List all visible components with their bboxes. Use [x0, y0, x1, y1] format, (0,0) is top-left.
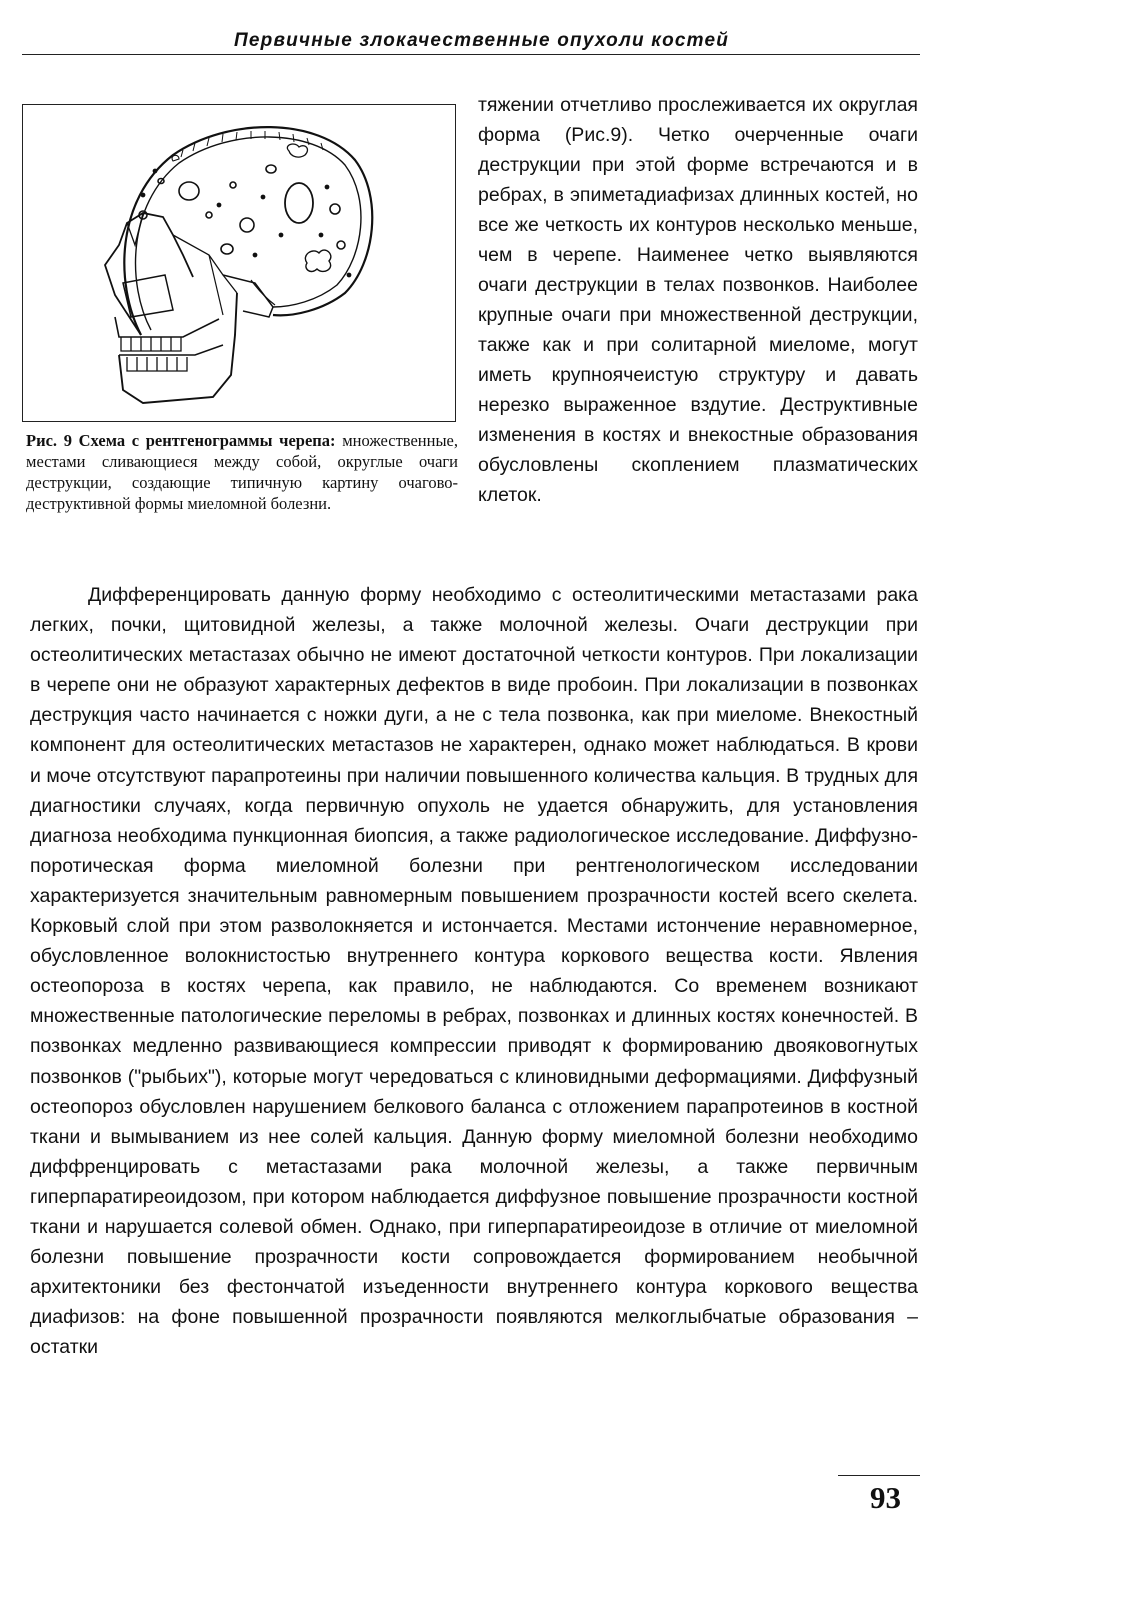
figure-caption-label: Рис. 9 Схема с рентгенограммы черепа:	[26, 431, 336, 450]
folio-rule	[838, 1475, 920, 1476]
right-column-paragraph: тяжении отчетливо прослеживается их округлая форма (Рис.9). Четко очерченные очаги деструкции при этой форме встречаются и в ребрах, в эпиметадиафизах длинных костей, но все же четкость их контуров несколько меньше, чем в черепе. Наименее четко выявляются очаги деструкции в телах позвонков. Наиболее крупные очаги при множественной деструкции, также как и при солитарной миеломе, могут иметь крупноячеистую структуру и давать нерезко выраженное вздутие. Деструктивные изменения в костях и внекостные образования обусловлены скоплением плазматических клеток.	[478, 94, 918, 506]
main-paragraph: Дифференцировать данную форму необходимо с остеолитическими метастазами рака легких, почки, щитовидной железы, а также молочной железы. Очаги деструкции при остеолитических метастазах обычно не имеют достаточной четкости контуров. При локализации в черепе они не образуют характерных дефектов в виде пробоин. При локализации в позвонках деструкция часто начинается с ножки дуги, а не с тела позвонка, как при миеломе. Внекостный компонент для остеолитических метастазов не характерен, однако может наблюдаться. В крови и моче отсутствуют парапротеины при наличии повышенного количества кальция. В трудных для диагностики случаях, когда первичную опухоль не удается обнаружить, для установления диагноза необходима пункционная биопсия, а также радиологическое исследование. Диффузно-поротическая форма миеломной болезни при рентгенологическом исследовании характеризуется значительным равномерным повышением прозрачности костей всего скелета. Корковый слой при этом разволокняется и истончается. Местами истончение неравномерное, обусловленное волокнистостью внутреннего контура коркового вещества кости. Явления остеопороза в костях черепа, как правило, не наблюдаются. Со временем возникают множественные патологические переломы в ребрах, позвонках и длинных костях конечностей. В позвонках медленно развивающиеся компрессии приводят к формированию двояковогнутых позвонков ("рыбьих"), которые могут чередоваться с клиновидными деформациями. Диффузный остеопороз обусловлен нарушением белкового баланса с отложением парапротеинов в костной ткани и вымыванием из нее солей кальция. Данную форму миеломной болезни необходимо диффренцировать с метастазами рака молочной железы, а также первичным гиперпаратиреоидозом, при котором наблюдается диффузное повышение прозрачности костной ткани и нарушается солевой обмен. Однако, при гиперпаратиреоидозе в отличие от миеломной болезни повышение прозрачности кости сопровождается формированием необычной архитектоники без фестончатой изъеденности внутреннего контура коркового вещества диафизов: на фоне повышенной прозрачности появляются мелкоглыбчатые образования – остатки	[30, 584, 918, 1359]
figure-skull-schema	[22, 104, 456, 422]
running-head-title: Первичные злокачественные опухоли костей	[234, 30, 730, 51]
running-head	[22, 28, 920, 55]
figure-caption-text: множественные, местами сливающиеся между собой, округлые очаги деструкции, создающие типичную картину очагово-деструктивной формы миеломной болезни.	[26, 431, 458, 513]
figure-caption	[26, 430, 458, 514]
skull-xray-schema-icon	[23, 105, 455, 421]
page-number: 93	[870, 1480, 901, 1515]
